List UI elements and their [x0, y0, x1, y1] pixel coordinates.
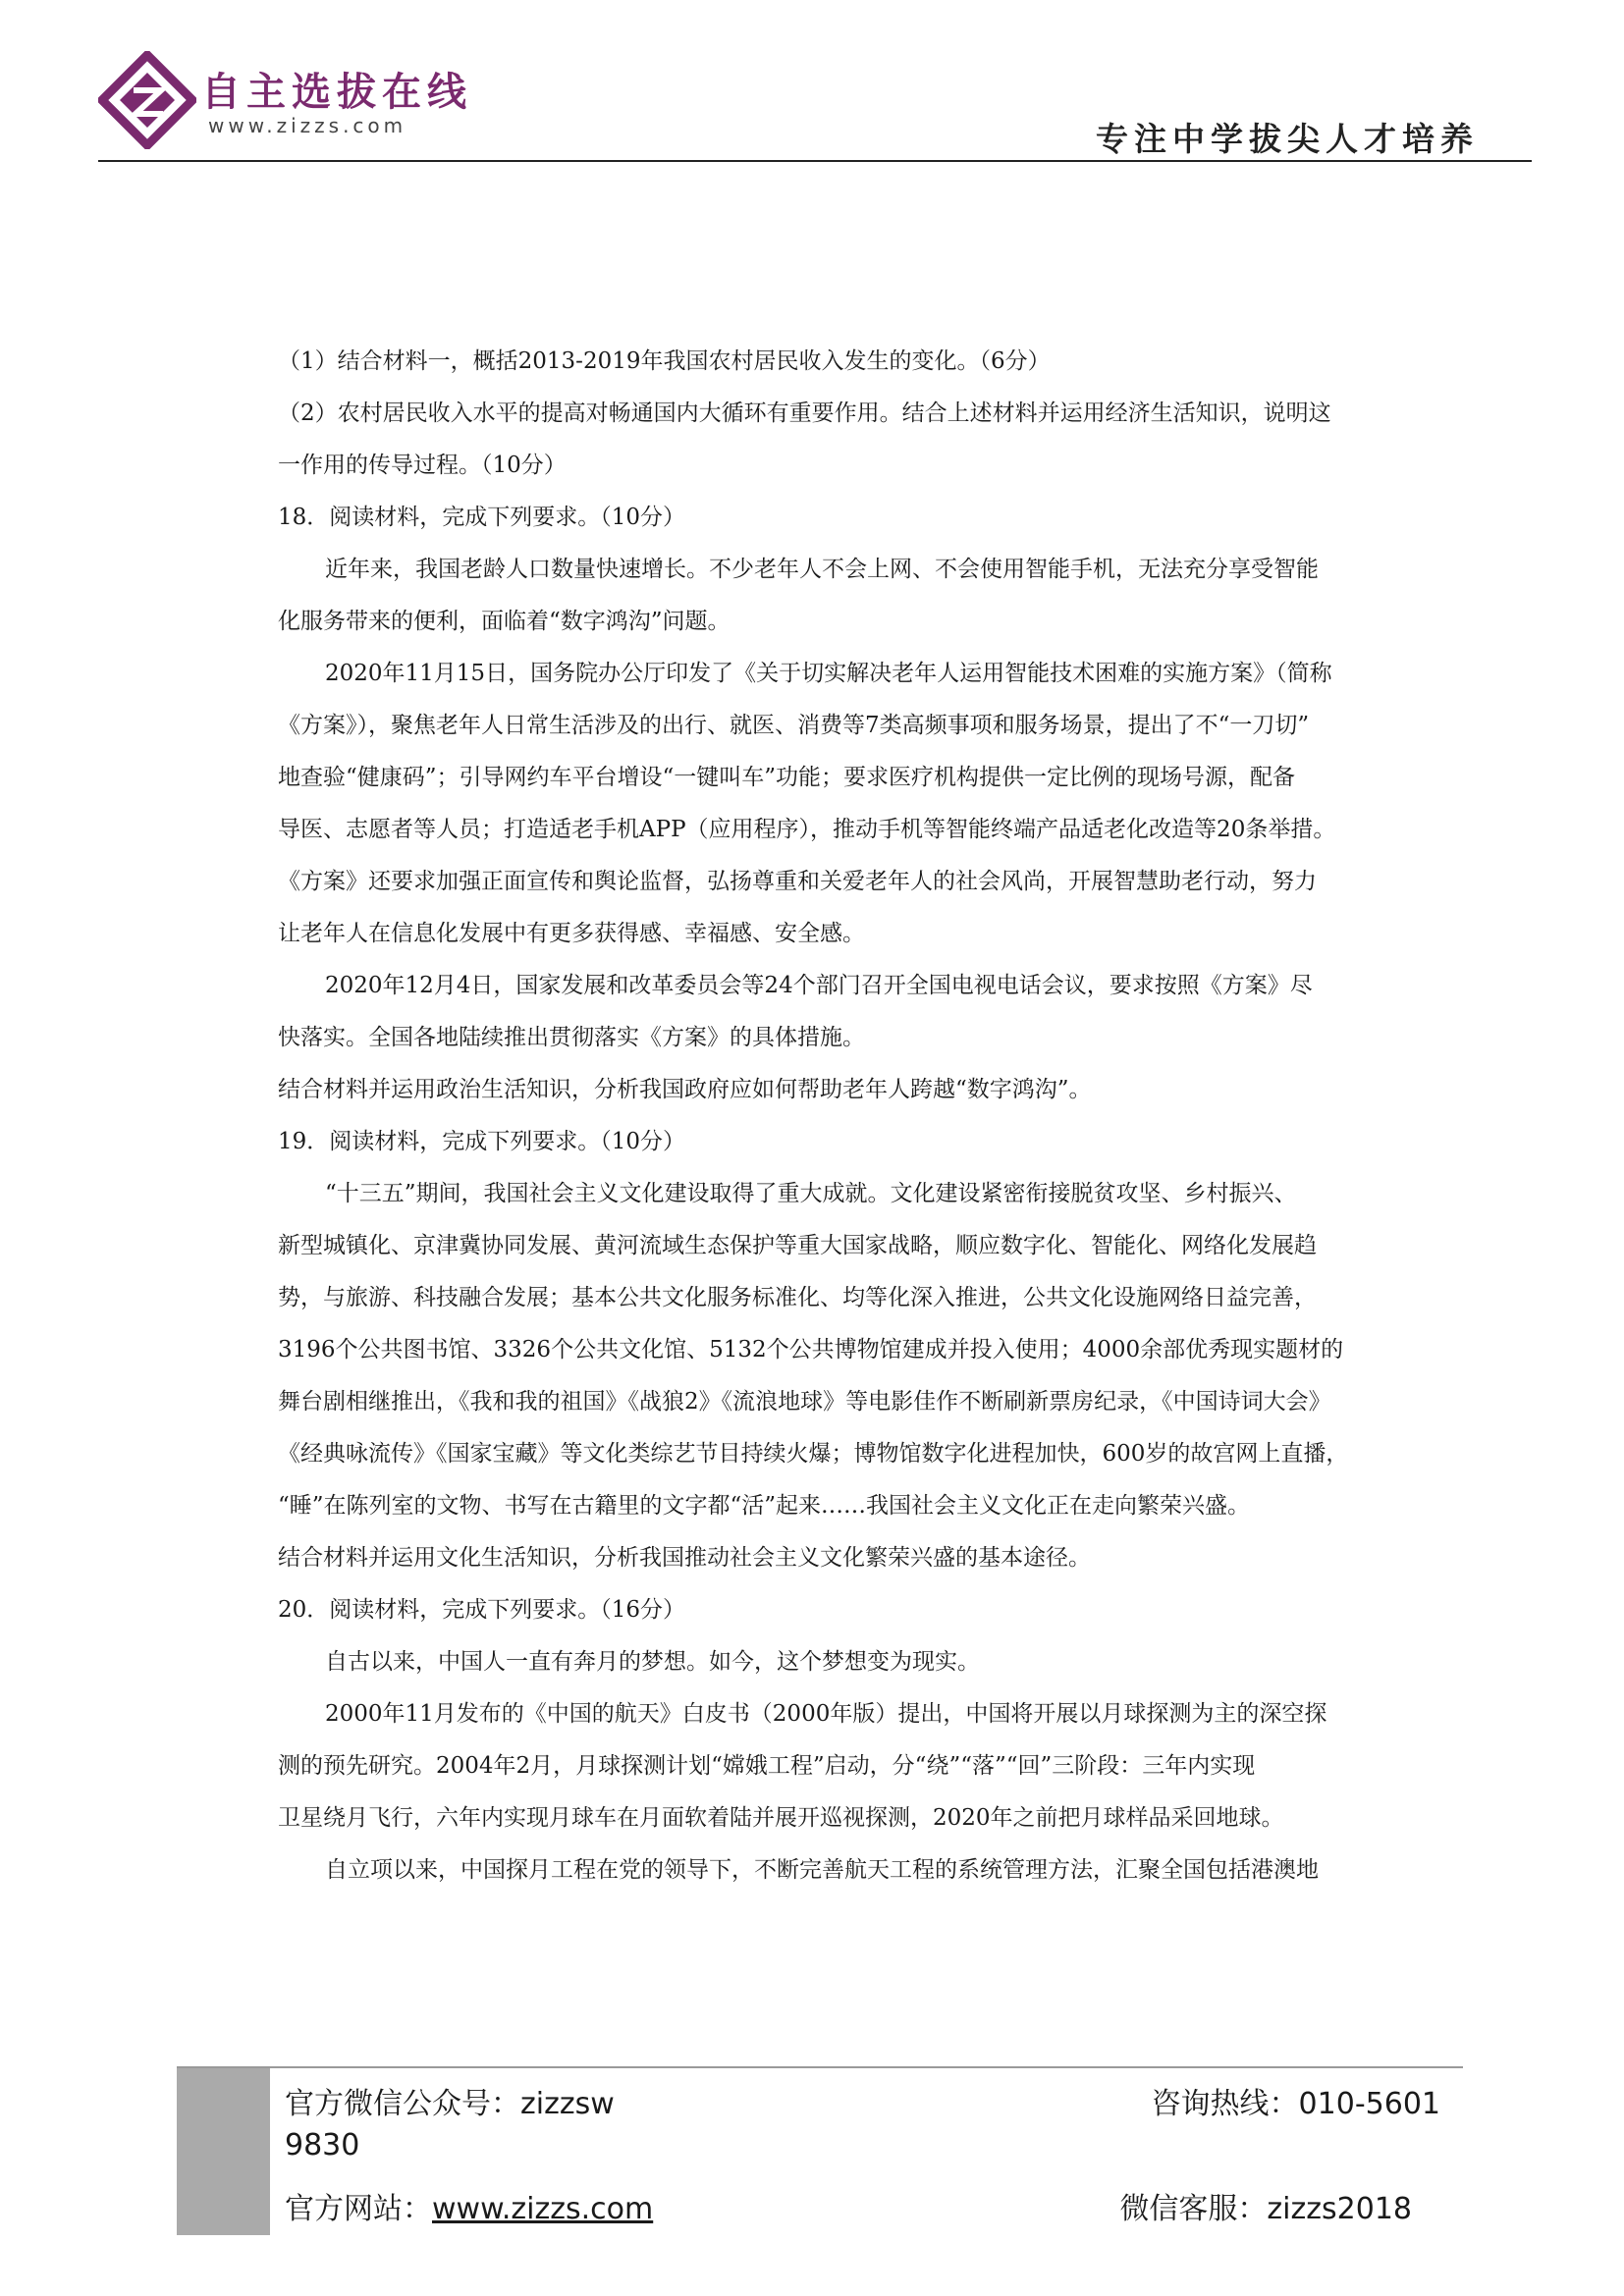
- footer-hotline: 咨询热线：010-5601: [1151, 2087, 1440, 2121]
- text-line: 2020年11月15日，国务院办公厅印发了《关于切实解决老年人运用智能技术困难的实施方案》（简称: [325, 661, 1332, 686]
- footer-website: [285, 2184, 653, 2227]
- header-slogan: 专注中学拔尖人才培养: [1096, 120, 1479, 158]
- brand-name: 自主选拔在线: [201, 70, 472, 115]
- text-line: 让老年人在信息化发展中有更多获得感、幸福感、安全感。: [278, 921, 865, 946]
- text-line: 19．阅读材料，完成下列要求。（10分）: [278, 1129, 686, 1154]
- text-line: 结合材料并运用政治生活知识，分析我国政府应如何帮助老年人跨越“数字鸿沟”。: [278, 1077, 1092, 1102]
- footer-wechat-account-cont: 9830: [285, 2128, 360, 2163]
- text-line: 一作用的传导过程。（10分）: [278, 453, 567, 478]
- text-line: 《方案》），聚焦老年人日常生活涉及的出行、就医、消费等7类高频事项和服务场景，提出了不“一刀切”: [278, 713, 1310, 738]
- text-line: 自古以来，中国人一直有奔月的梦想。如今，这个梦想变为现实。: [325, 1649, 980, 1675]
- text-line: 势，与旅游、科技融合发展；基本公共文化服务标准化、均等化深入推进，公共文化设施网络日益完善，: [278, 1285, 1317, 1310]
- text-line: 《方案》还要求加强正面宣传和舆论监督，弘扬尊重和关爱老年人的社会风尚，开展智慧助老行动，努力: [278, 869, 1317, 894]
- footer-wechat-account: 官方微信公众号：zizzsw: [285, 2087, 615, 2121]
- text-line: 化服务带来的便利，面临着“数字鸿沟”问题。: [278, 609, 731, 634]
- footer-wechat-service: 微信客服：zizzs2018: [1119, 2192, 1412, 2226]
- text-line: 《经典咏流传》《国家宝藏》等文化类综艺节目持续火爆；博物馆数字化进程加快，600岁的故宫网上直播，: [278, 1441, 1349, 1467]
- text-line: “睡”在陈列室的文物、书写在古籍里的文字都“活”起来……我国社会主义文化正在走向繁荣兴盛。: [278, 1493, 1251, 1519]
- document-body: [278, 336, 1356, 1896]
- text-line: （2）农村居民收入水平的提高对畅通国内大循环有重要作用。结合上述材料并运用经济生活知识，说明这: [278, 400, 1331, 426]
- text-line: 测的预先研究。2004年2月，月球探测计划“嫦娥工程”启动，分“绕”“落”“回”三阶段：三年内实现: [278, 1753, 1256, 1779]
- text-line: 快落实。全国各地陆续推出贯彻落实《方案》的具体措施。: [278, 1025, 865, 1050]
- text-line: 3196个公共图书馆、3326个公共文化馆、5132个公共博物馆建成并投入使用；4000余部优秀现实题材的: [278, 1337, 1344, 1362]
- footer-gray-block: [177, 2066, 270, 2235]
- footer-divider: [177, 2066, 1463, 2068]
- text-line: （1）结合材料一，概括2013-2019年我国农村居民收入发生的变化。（6分）: [278, 348, 1051, 374]
- text-line: 2020年12月4日，国家发展和改革委员会等24个部门召开全国电视电话会议，要求按照《方案》尽: [325, 973, 1313, 998]
- text-line: “十三五”期间，我国社会主义文化建设取得了重大成就。文化建设紧密衔接脱贫攻坚、乡村振兴、: [325, 1181, 1297, 1206]
- footer-website-link[interactable]: www.zizzs.com: [432, 2192, 654, 2226]
- text-line: 20．阅读材料，完成下列要求。（16分）: [278, 1597, 686, 1623]
- zizzs-logo-icon: [98, 51, 196, 149]
- text-line: 新型城镇化、京津冀协同发展、黄河流域生态保护等重大国家战略，顺应数字化、智能化、网络化发展趋: [278, 1233, 1317, 1258]
- text-line: 结合材料并运用文化生活知识，分析我国推动社会主义文化繁荣兴盛的基本途径。: [278, 1545, 1091, 1571]
- footer-website-label: 官方网站：: [285, 2192, 432, 2226]
- text-line: 地查验“健康码”；引导网约车平台增设“一键叫车”功能；要求医疗机构提供一定比例的现场号源，配备: [278, 765, 1296, 790]
- text-line: 舞台剧相继推出，《我和我的祖国》《战狼2》《流浪地球》等电影佳作不断刷新票房纪录，《中国诗词大会》: [278, 1389, 1331, 1415]
- text-line: 自立项以来，中国探月工程在党的领导下，不断完善航天工程的系统管理方法，汇聚全国包括港澳地: [325, 1857, 1319, 1883]
- text-line: 导医、志愿者等人员；打造适老手机APP（应用程序），推动手机等智能终端产品适老化改造等20条举措。: [278, 817, 1336, 842]
- text-line: 卫星绕月飞行，六年内实现月球车在月面软着陆并展开巡视探测，2020年之前把月球样品采回地球。: [278, 1805, 1284, 1831]
- header-divider: [98, 160, 1532, 162]
- text-line: 2000年11月发布的《中国的航天》白皮书（2000年版）提出，中国将开展以月球探测为主的深空探: [325, 1701, 1327, 1727]
- page-header: [0, 0, 1624, 167]
- text-line: 18．阅读材料，完成下列要求。（10分）: [278, 505, 686, 530]
- brand-url: www.zizzs.com: [208, 114, 407, 137]
- text-line: 近年来，我国老龄人口数量快速增长。不少老年人不会上网、不会使用智能手机，无法充分享受智能: [325, 557, 1319, 582]
